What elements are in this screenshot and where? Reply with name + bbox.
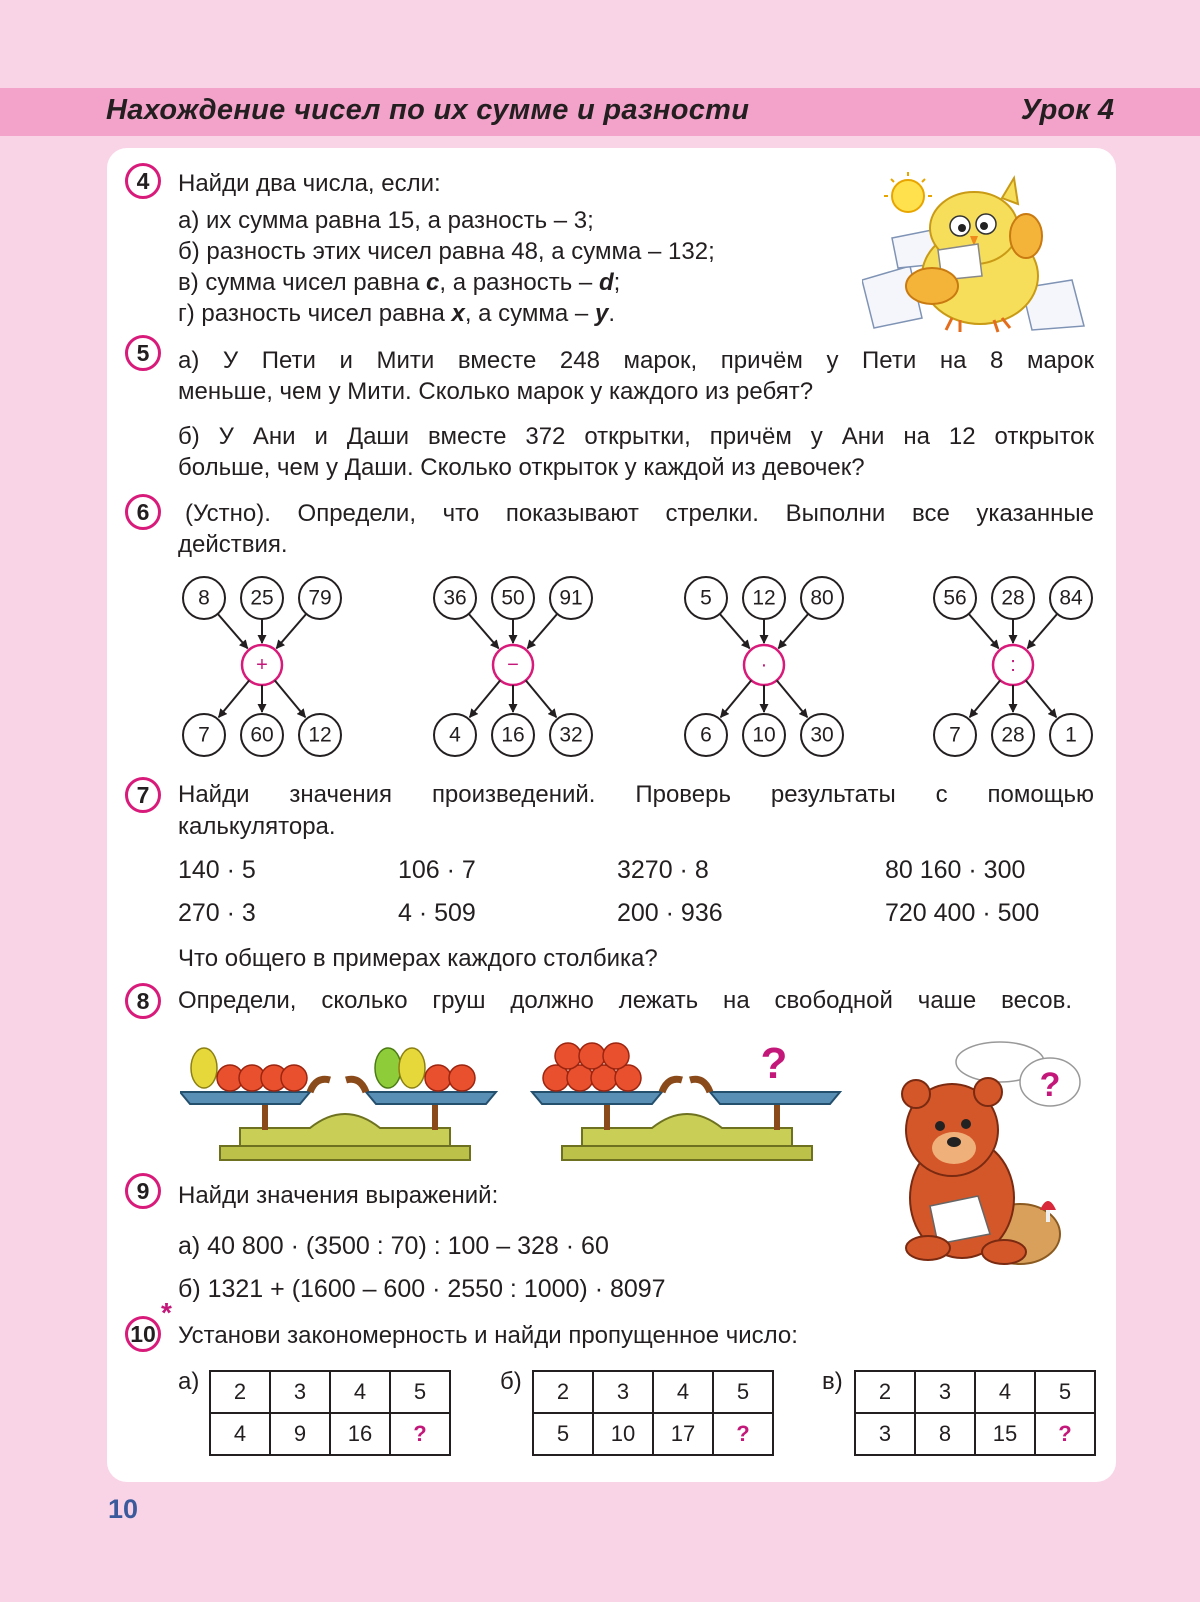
number-label: 80 [810,586,834,610]
arrow [970,680,1001,717]
number-label: 4 [449,723,461,747]
arrow [218,614,248,648]
page-number: 10 [108,1494,139,1524]
svg-text:?: ? [1039,1066,1061,1104]
task8-text: Определи, сколько груш должно лежать на свободной чаше весов. [178,987,1072,1014]
arrow-diagrams [0,560,1200,770]
table-cell: 3 [915,1371,975,1413]
task4-item-a: а) их сумма равна 15, а разность – 3; [178,207,594,234]
scale-right [532,1039,840,1160]
task5-b-line1: б) У Ани и Даши вместе 372 открытки, причём у Ани на 12 открыток [178,423,1094,450]
number-label: 56 [943,586,967,610]
product-1-1: 140 · 5 [178,856,256,884]
pattern-table-c [854,1370,1096,1456]
number-label: 79 [308,586,332,610]
task7-question: Что общего в примерах каждого столбика? [178,945,658,972]
product-1-3: 3270 · 8 [617,856,709,884]
pattern-table-a [209,1370,451,1456]
table-cell: 2 [855,1371,915,1413]
number-label: 12 [308,723,332,747]
arrow [527,614,557,648]
number-label: 25 [250,586,274,610]
missing-number-cell: ? [1035,1413,1095,1455]
number-label: 32 [559,723,583,747]
task9-expression-a: а) 40 800 · (3500 : 70) : 100 – 328 · 60 [178,1232,609,1260]
missing-number-cell: ? [713,1413,773,1455]
task7-line2: калькулятора. [178,813,336,840]
arrow [721,680,752,717]
table-cell: 3 [855,1413,915,1455]
task-number-6: 6 [125,494,161,530]
arrow [777,680,808,717]
page-title: Нахождение чисел по их сумме и разности [106,94,750,126]
bear-illustration [880,1038,1095,1283]
table-cell: 5 [713,1371,773,1413]
balance-scales [180,1030,845,1170]
table-cell: 16 [330,1413,390,1455]
task6-line2: действия. [178,531,288,558]
number-label: 1 [1065,723,1077,747]
operation-sign: + [256,654,268,676]
operation-sign: · [760,654,768,676]
missing-number-cell: ? [390,1413,450,1455]
task-number-4: 4 [125,163,161,199]
arrow [469,614,499,648]
number-label: 6 [700,723,712,747]
table-label-c: в) [822,1368,843,1395]
task-number-8: 8 [125,983,161,1019]
arrow [1027,614,1057,648]
task-number-7: 7 [125,777,161,813]
task4-item-b: б) разность этих чисел равна 48, а сумма – 132; [178,238,715,265]
task5-a-line1: а) У Пети и Мити вместе 248 марок, причём у Пети на 8 марок [178,347,1094,374]
task5-a-line2: меньше, чем у Мити. Сколько марок у каждого из ребят? [178,378,814,405]
product-1-2: 106 · 7 [398,856,476,884]
arrow [275,680,306,717]
number-label: 5 [700,586,712,610]
number-label: 16 [501,723,525,747]
product-2-3: 200 · 936 [617,899,723,927]
owl-illustration [862,168,1094,338]
table-cell: 8 [915,1413,975,1455]
product-2-1: 270 · 3 [178,899,256,927]
table-cell: 2 [210,1371,270,1413]
task5-b-line2: больше, чем у Даши. Сколько открыток у каждой из девочек? [178,454,865,481]
number-label: 8 [198,586,210,610]
scale-left [180,1048,496,1160]
task4-intro: Найди два числа, если: [178,170,441,197]
table-cell: 5 [533,1413,593,1455]
table-cell: 4 [975,1371,1035,1413]
task-number-9: 9 [125,1173,161,1209]
number-label: 28 [1001,723,1025,747]
number-label: 36 [443,586,467,610]
number-label: 12 [752,586,776,610]
table-cell: 4 [210,1413,270,1455]
number-label: 30 [810,723,834,747]
table-label-a: а) [178,1368,200,1395]
table-cell: 5 [1035,1371,1095,1413]
table-cell: 10 [593,1413,653,1455]
number-label: 84 [1059,586,1083,610]
task4-item-d: г) разность чисел равна x, а сумма – y. [178,300,615,327]
number-label: 50 [501,586,525,610]
number-label: 7 [949,723,961,747]
lesson-label: Урок 4 [1020,94,1114,126]
arrow [219,680,250,717]
task-number-5: 5 [125,335,161,371]
task9-expression-b: б) 1321 + (1600 – 600 · 2550 : 1000) · 8097 [178,1275,666,1303]
operation-sign: : [1010,654,1016,676]
table-cell: 3 [270,1371,330,1413]
task-number-10: 10 [125,1316,161,1352]
scale-question-mark: ? [760,1039,788,1088]
task7-line1: Найди значения произведений. Проверь результаты с помощью [178,781,1094,808]
table-cell: 5 [390,1371,450,1413]
pattern-table-b [532,1370,774,1456]
number-label: 60 [250,723,274,747]
table-cell: 2 [533,1371,593,1413]
product-2-4: 720 400 · 500 [885,899,1040,927]
product-1-4: 80 160 · 300 [885,856,1026,884]
product-2-2: 4 · 509 [398,899,476,927]
arrow [276,614,306,648]
table-cell: 4 [330,1371,390,1413]
table-cell: 3 [593,1371,653,1413]
arrow [1026,680,1057,717]
table-cell: 4 [653,1371,713,1413]
arrow [470,680,501,717]
task6-line1: (Устно). Определи, что показывают стрелки. Выполни все указанные [185,500,1094,527]
operation-sign: − [507,654,519,676]
task10-text: Установи закономерность и найди пропущенное число: [178,1322,798,1349]
number-label: 7 [198,723,210,747]
number-label: 10 [752,723,776,747]
table-cell: 17 [653,1413,713,1455]
task4-item-c: в) сумма чисел равна c, а разность – d; [178,269,621,296]
arrow [969,614,999,648]
task9-intro: Найди значения выражений: [178,1182,499,1209]
arrow [526,680,557,717]
table-label-b: б) [500,1368,522,1395]
number-label: 28 [1001,586,1025,610]
arrow [778,614,808,648]
table-cell: 9 [270,1413,330,1455]
number-label: 91 [559,586,583,610]
lesson-header [0,88,1200,136]
table-cell: 15 [975,1413,1035,1455]
difficulty-star: * [161,1297,172,1328]
arrow [720,614,750,648]
